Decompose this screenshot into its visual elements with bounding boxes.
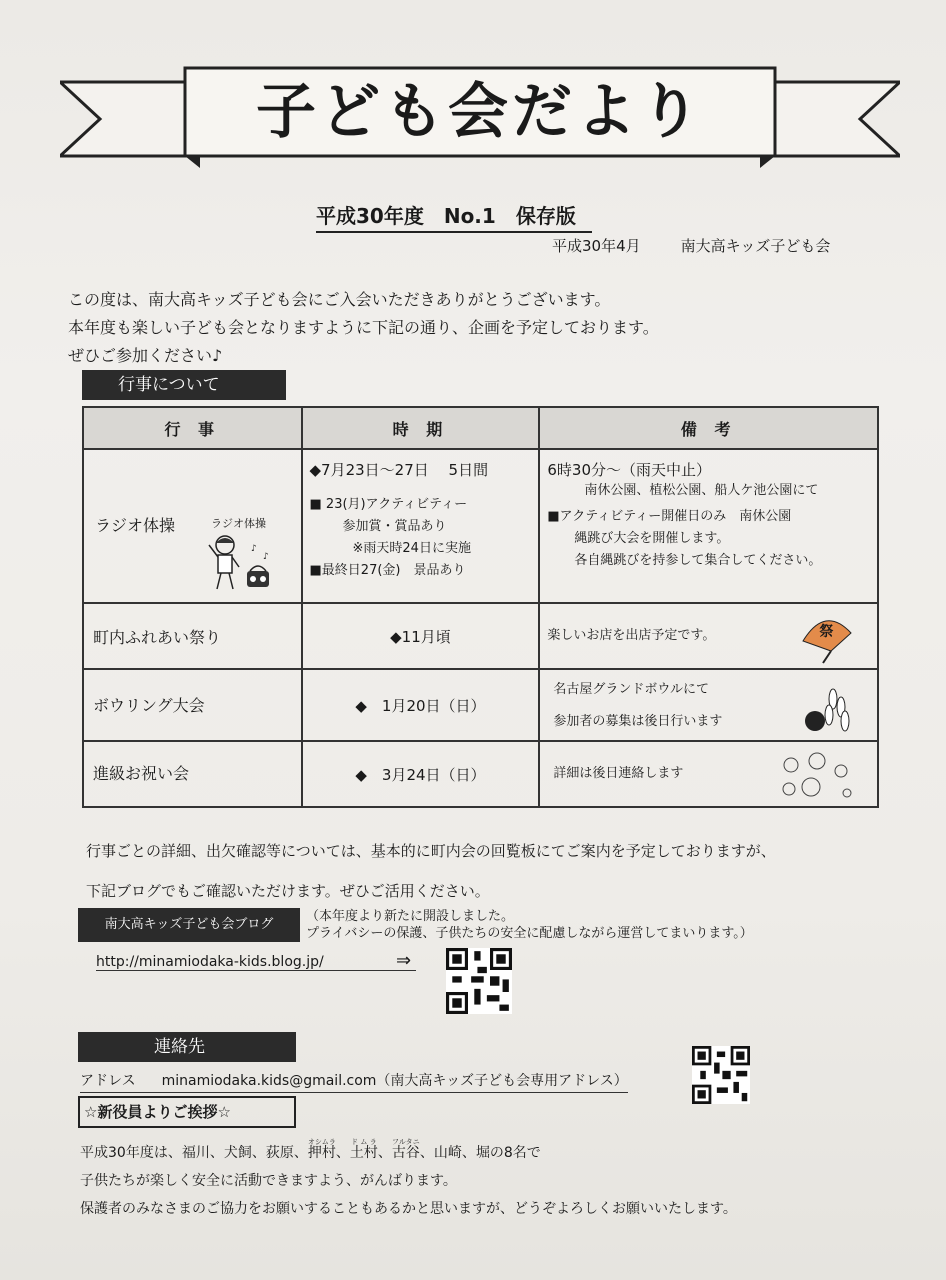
table-row [83,741,878,807]
event-period: ◆ 1月20日（日） [355,696,486,715]
event-name: 進級お祝い会 [93,764,190,783]
event-name-cell [83,603,302,669]
period-note: ■ 23(月)アクティビティー [309,497,468,512]
remark-line: 詳細は後日連絡します [553,766,684,781]
officer-name-ruby: ドムラ [349,1138,378,1146]
officer-name-text: 古谷 [391,1145,420,1161]
officer-name [349,1138,378,1161]
greeting-line: 子供たちが楽しく安全に活動できますよう、がんばります。 [80,1173,457,1189]
table-row [83,669,878,741]
event-name: 町内ふれあい祭り [93,628,222,647]
email-qr-code[interactable] [692,1046,750,1104]
blog-note: プライバシーの保護、子供たちの安全に配慮しながら運営してまいります。） [306,926,753,941]
greeting-text [80,1138,737,1223]
header-period: 時 期 [302,407,540,449]
issue-label: 平成30年度 No.1 保存版 [316,200,592,233]
remark-line: 参加者の募集は後日行います [553,714,723,729]
remark-line: ■アクティビティー開催日のみ 南休公園 [547,509,792,524]
contact-address [80,1070,628,1093]
contact-heading: 連絡先 [78,1032,296,1062]
event-name: ラジオ体操 [95,516,176,535]
illustration-label: ラジオ体操 [211,517,266,530]
intro-line: この度は、南大高キッズ子ども会にご入会いただきありがとうございます。 [68,290,611,309]
greeting-line: 平成30年度は、福川、犬飼、荻原、押村オシムラ、土村ドムラ、古谷フルタニ、山崎、堀の8名で [80,1138,541,1161]
event-period-cell [302,741,540,807]
event-remarks-cell [539,449,878,603]
table-header-row [83,407,878,449]
blog-qr-code[interactable] [446,948,512,1014]
event-period: ◆ 3月24日（日） [355,765,486,784]
cherry-blossom-icon [775,747,859,803]
dateline [552,235,830,256]
officer-name [307,1138,336,1161]
header-event: 行 事 [83,407,302,449]
event-period-cell [302,669,540,741]
remark-line: 6時30分～（雨天中止） [547,461,712,479]
events-heading: 行事について [82,370,286,400]
officer-name-ruby: オシムラ [307,1138,336,1146]
greeting-text-part: 平成30年度は、福川、犬飼、荻原、 [80,1145,308,1161]
intro-text [68,286,659,370]
intro-line: 本年度も楽しい子ども会となりますように下記の通り、企画を予定しております。 [68,318,659,337]
issue-date: 平成30年4月 [552,237,641,255]
organization-name: 南大高キッズ子ども会 [680,237,831,255]
remark-line: 縄跳び大会を開催します。 [561,531,730,546]
officer-name-text: 土村 [349,1145,378,1161]
period-note: ※雨天時24日に実施 [339,541,471,556]
blog-url-link[interactable]: http://minamiodaka-kids.blog.jp/ [96,954,416,971]
event-period: ◆7月23日～27日 5日間 [309,461,489,479]
newsletter-title: 子ども会だより [256,77,704,147]
officer-name-text: 押村 [307,1145,336,1161]
officer-name [391,1138,420,1161]
address-label: アドレス [80,1073,136,1089]
greeting-line: 保護者のみなさまのご協力をお願いすることもあるかと思いますが、どうぞよろしくお願いいたします。 [80,1201,737,1217]
remark-line: 名古屋グランドボウルにて [553,682,709,697]
greeting-heading: ☆新役員よりご挨拶☆ [78,1096,296,1128]
event-period: ◆11月頃 [390,627,451,646]
event-name-cell [83,449,302,603]
events-table [82,406,879,808]
table-row [83,603,878,669]
remark-line: 楽しいお店を出店予定です。 [547,628,716,643]
header-remarks: 備 考 [539,407,878,449]
remark-line: 南休公園、植松公園、船人ケ池公園にて [571,483,819,498]
svg-text:♪: ♪ [251,544,257,554]
period-note: 参加賞・賞品あり [329,519,447,534]
bowling-pins-icon [801,677,855,735]
greeting-text-part: 、山崎、堀の8名で [419,1145,541,1161]
event-period-cell [302,449,540,603]
event-remarks-cell [539,669,878,741]
followup-line: 行事ごとの詳細、出欠確認等については、基本的に町内会の回覧板にてご案内を予定しておりますが、 [86,842,776,860]
remark-line: 各自縄跳びを持参して集合してください。 [561,553,822,568]
blog-note: （本年度より新たに開設しました。 [306,909,515,924]
intro-line: ぜひご参加ください♪ [68,346,223,365]
event-name-cell [83,669,302,741]
period-note: ■最終日27(金) 景品あり [309,563,466,578]
event-remarks-cell [539,741,878,807]
event-remarks-cell [539,603,878,669]
event-name-cell [83,741,302,807]
fan-text: 祭 [819,624,834,640]
blog-label: 南大高キッズ子ども会ブログ [78,908,300,942]
arrow-icon: ⇒ [396,950,412,971]
svg-text:♪: ♪ [263,552,269,562]
table-row [83,449,878,603]
child-exercising-icon [203,531,273,597]
officer-name-ruby: フルタニ [391,1138,420,1146]
event-name: ボウリング大会 [93,696,205,715]
event-period-cell [302,603,540,669]
contact-email[interactable]: minamiodaka.kids@gmail.com（南大高キッズ子ども会専用アドレス） [161,1073,628,1089]
followup-line: 下記ブログでもご確認いただけます。ぜひご活用ください。 [86,882,490,900]
